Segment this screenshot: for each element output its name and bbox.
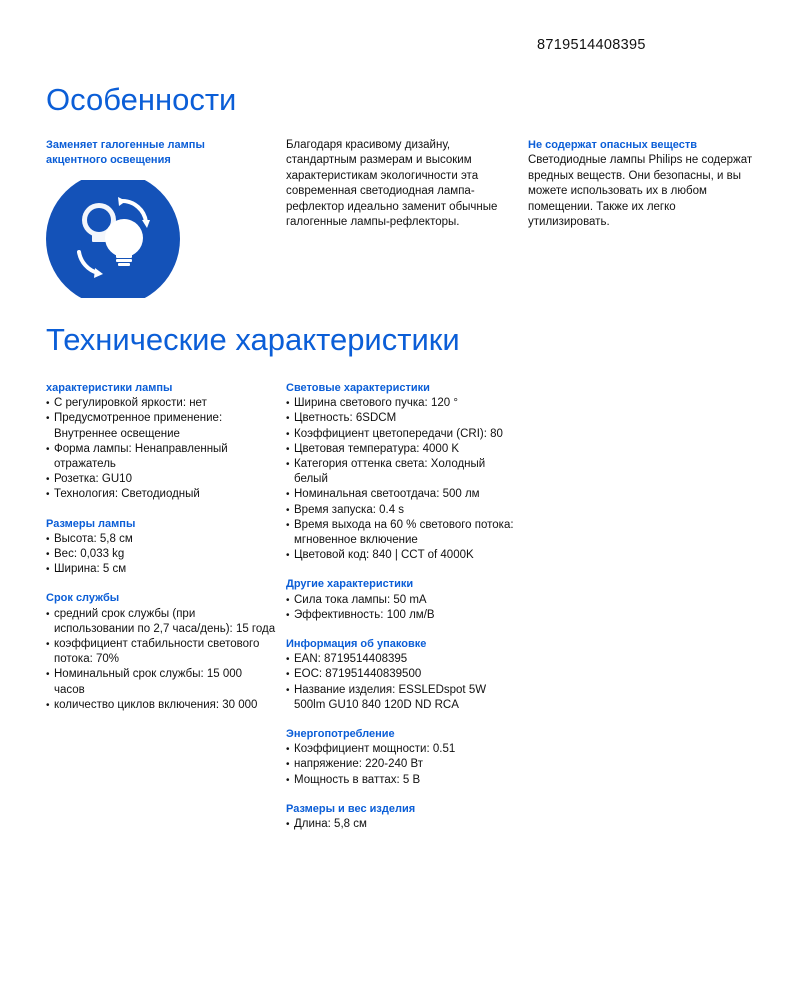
feature-design: [286, 138, 516, 230]
spec-item: • Номинальный срок службы: 15 000 часов: [46, 667, 276, 697]
feature-text: Светодиодные лампы Philips не содержат вредных веществ. Они безопасны, и вы можете использовать их в любом помещении. Также их легко утилизировать.: [528, 154, 753, 229]
spec-group-light: [286, 381, 518, 563]
feature-no-hazardous: [528, 138, 753, 230]
spec-item: • EOC: 871951440839500: [286, 667, 518, 682]
spec-item: • Розетка: GU10: [46, 472, 276, 487]
spec-item: • Время запуска: 0.4 s: [286, 503, 518, 518]
spec-item: • Мощность в ваттах: 5 В: [286, 773, 518, 788]
spec-group-title: Информация об упаковке: [286, 638, 427, 651]
spec-item: • Название изделия: ESSLEDspot 5W 500lm GU10 840 120D ND RCA: [286, 683, 518, 713]
spec-item: • средний срок службы (при использовании по 2,7 часа/день): 15 года: [46, 607, 276, 637]
spec-group-title: характеристики лампы: [46, 382, 173, 394]
spec-item: • количество циклов включения: 30 000: [46, 698, 276, 713]
feature-title: Заменяет галогенные лампы акцентного освещения: [46, 139, 205, 167]
spec-item: • Сила тока лампы: 50 mA: [286, 593, 518, 608]
spec-item: • Ширина: 5 см: [46, 562, 276, 577]
product-code: 8719514408395: [537, 37, 646, 53]
spec-item: • Цветовая температура: 4000 K: [286, 442, 518, 457]
spec-item: • Номинальная светоотдача: 500 лм: [286, 487, 518, 502]
feature-title: Не содержат опасных веществ: [528, 139, 698, 151]
spec-group-title: Световые характеристики: [286, 382, 430, 394]
spec-item: • Вес: 0,033 kg: [46, 547, 276, 562]
spec-group-title: Другие характеристики: [286, 578, 414, 591]
spec-group-packaging: [286, 637, 518, 713]
spec-item: • Цветность: 6SDCM: [286, 411, 518, 426]
spec-item: • Коэффициент мощности: 0.51: [286, 742, 518, 757]
spec-group-lamp-dimensions: [46, 517, 276, 578]
spec-item: • Эффективность: 100 лм/В: [286, 608, 518, 623]
spec-item: • коэффициент стабильности светового потока: 70%: [46, 637, 276, 667]
spec-item: • С регулировкой яркости: нет: [46, 396, 276, 411]
spec-group-title: Срок службы: [46, 592, 120, 605]
specs-left-column: [46, 381, 276, 727]
spec-item: • Технология: Светодиодный: [46, 487, 276, 502]
feature-text: Благодаря красивому дизайну, стандартным размерам и высоким характеристикам экологичности эта современная светодиодная лампа-рефлектор идеально заменит обычные галогенные лампы-рефлекторы.: [286, 139, 498, 229]
spec-item: • Форма лампы: Ненаправленный отражатель: [46, 442, 276, 472]
spec-item: • Коэффициент цветопередачи (CRI): 80: [286, 427, 518, 442]
spec-group-product-dimensions: [286, 802, 518, 832]
feature-halogen-replacement: [46, 138, 246, 169]
spec-group-lamp: [46, 381, 276, 503]
specs-right-column: [286, 381, 518, 846]
spec-item: • Категория оттенка света: Холодный белый: [286, 457, 518, 487]
lamp-replace-icon: [46, 180, 180, 298]
spec-group-other: [286, 577, 518, 623]
spec-group-title: Энергопотребление: [286, 728, 395, 741]
spec-item: • Ширина светового пучка: 120 °: [286, 396, 518, 411]
spec-item: • Цветовой код: 840 | CCT of 4000K: [286, 548, 518, 563]
spec-item: • Время выхода на 60 % светового потока: мгновенное включение: [286, 518, 518, 548]
spec-group-power: [286, 727, 518, 788]
spec-item: • EAN: 8719514408395: [286, 652, 518, 667]
spec-item: • напряжение: 220-240 Вт: [286, 757, 518, 772]
spec-group-lifetime: [46, 591, 276, 713]
spec-item: • Предусмотренное применение: Внутреннее освещение: [46, 411, 276, 441]
spec-item: • Длина: 5,8 см: [286, 817, 518, 832]
features-heading: Особенности: [46, 82, 237, 117]
spec-group-title: Размеры и вес изделия: [286, 802, 416, 815]
specs-heading: Технические характеристики: [46, 322, 460, 357]
spec-group-title: Размеры лампы: [46, 517, 136, 530]
spec-item: • Высота: 5,8 см: [46, 532, 276, 547]
